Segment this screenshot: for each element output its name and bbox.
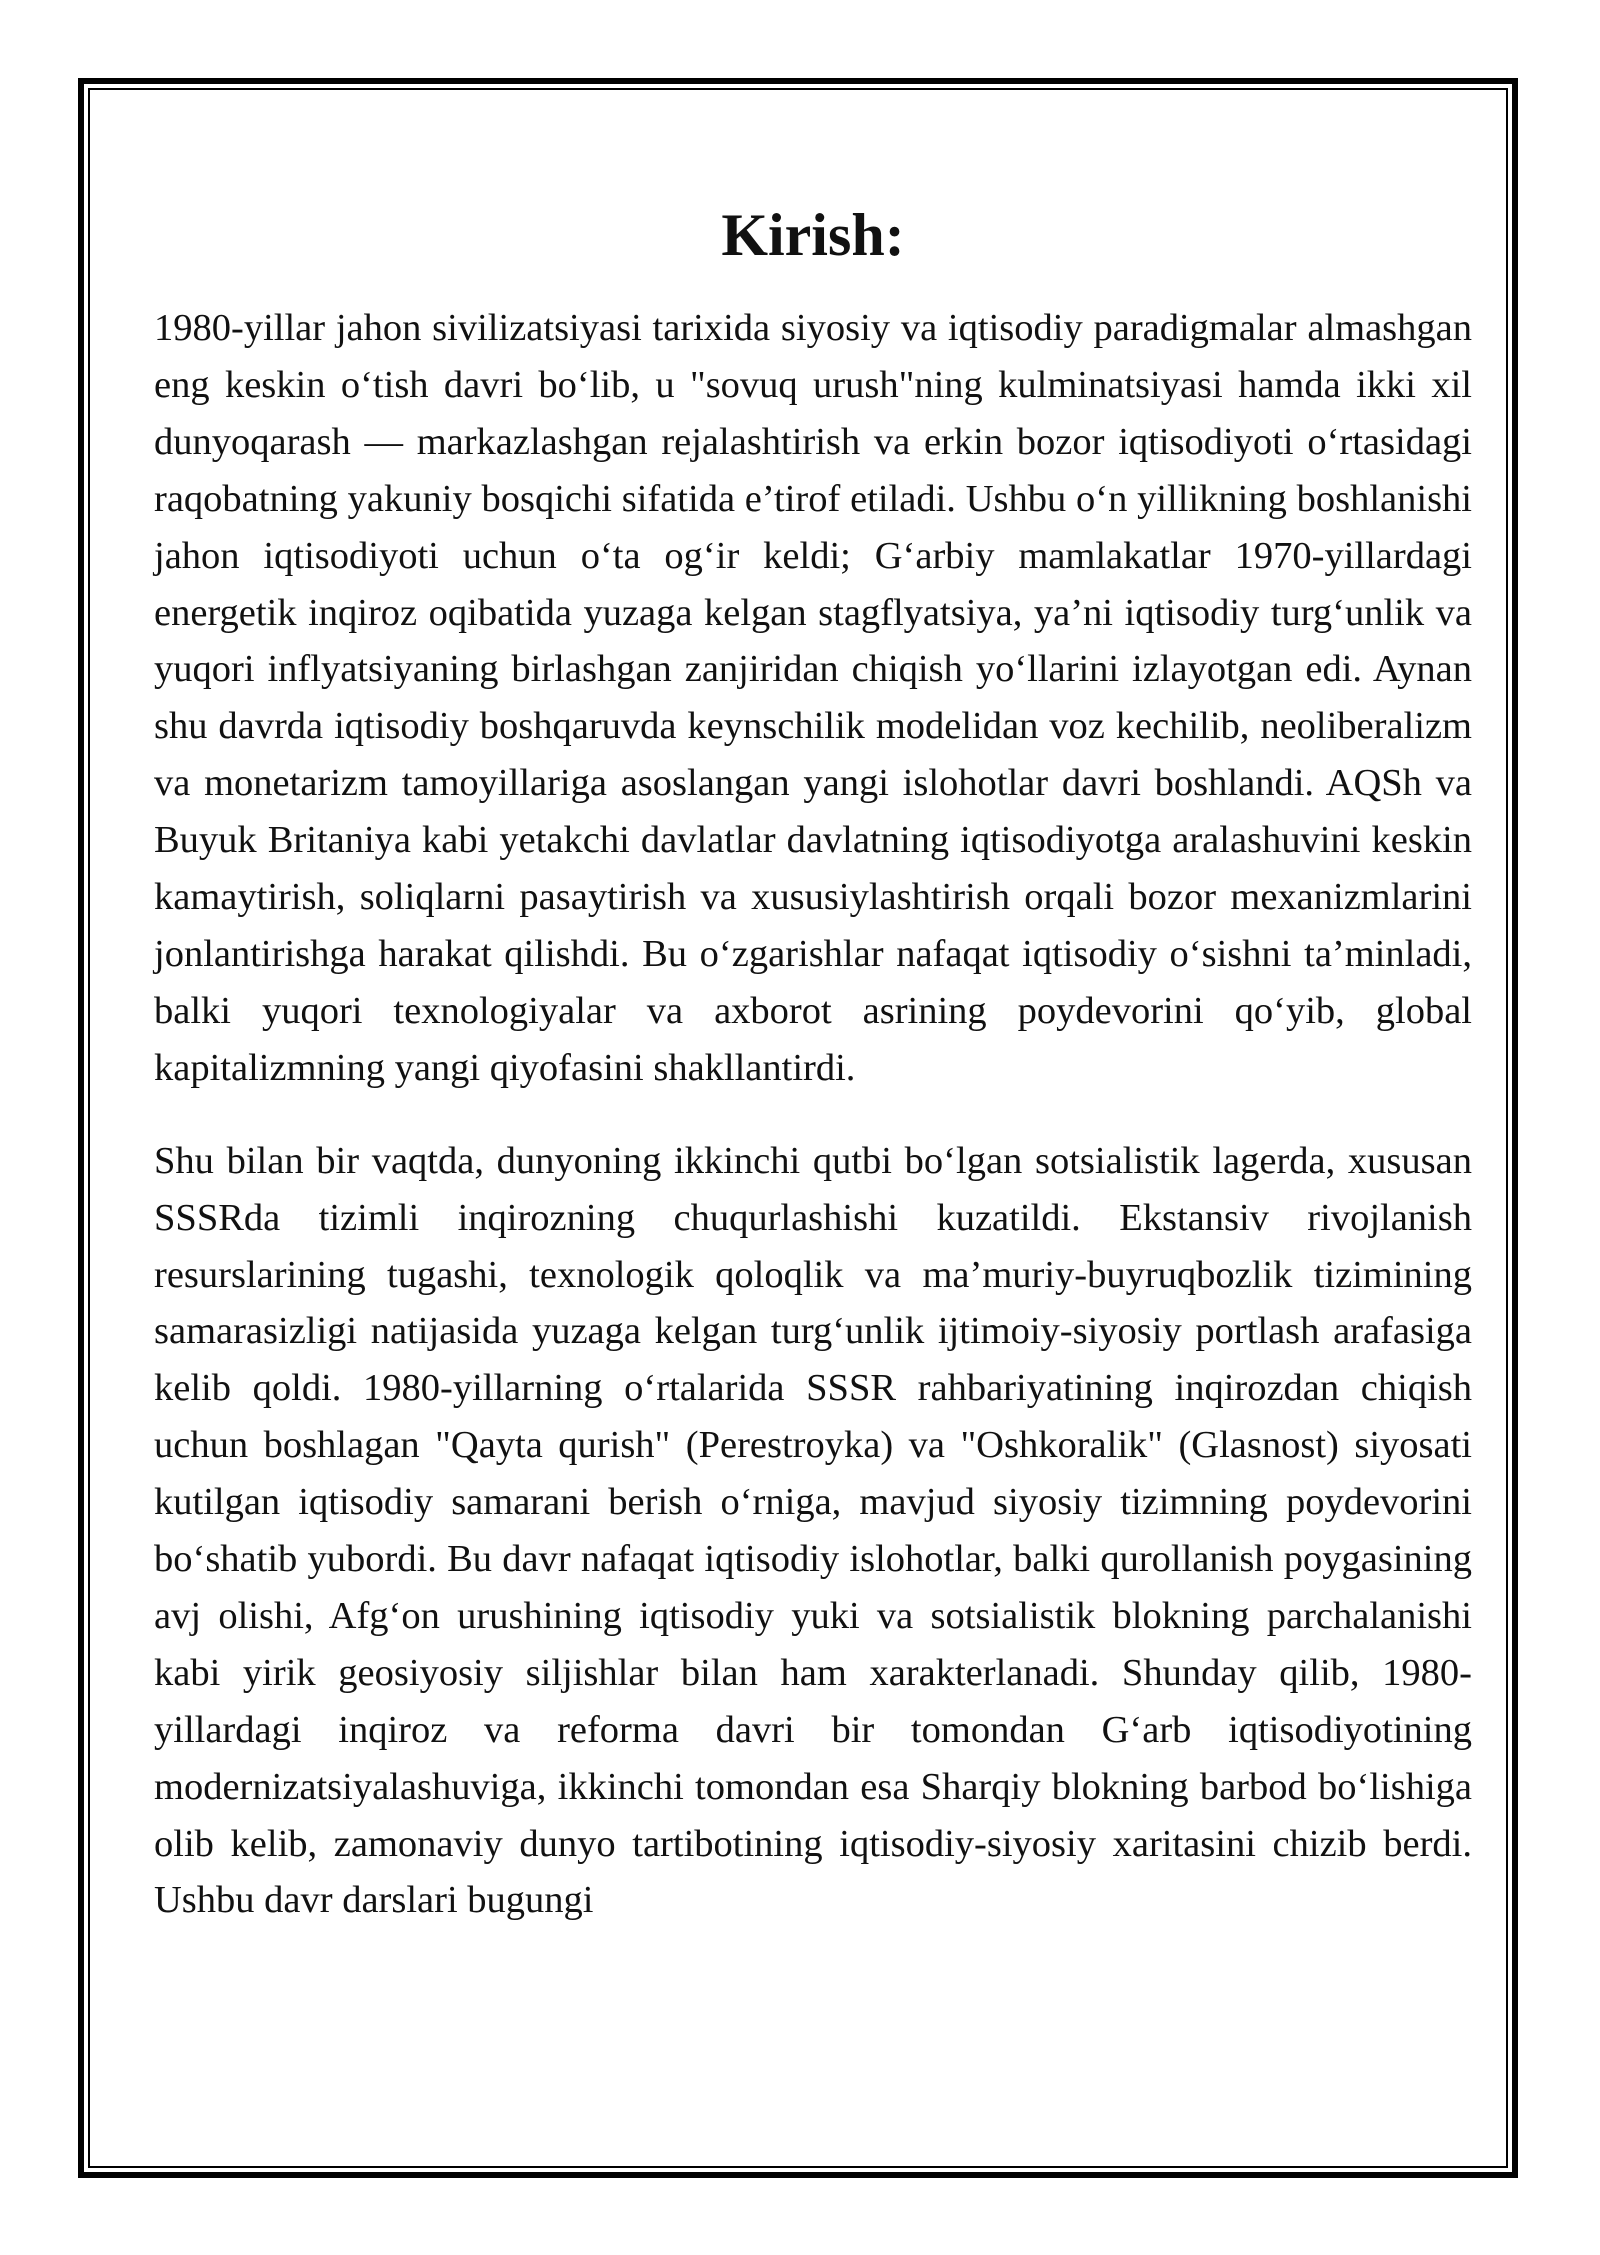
page-title: Kirish: bbox=[721, 202, 905, 268]
paragraph-2: Shu bilan bir vaqtda, dunyoning ikkinchi qutbi bo‘lgan sotsialistik lagerda, xususan SSSRda tizimli inqirozning chuqurlashishi kuzatildi. Ekstansiv rivojlanish resurslarining tugashi, texnologik qoloqlik va ma’muriy-buyruqbozlik tizimining samarasizligi natijasida yuzaga kelgan turg‘unlik ijtimoiy-siyosiy portlash arafasiga kelib qoldi. 1980-yillarning o‘rtalarida SSSR rahbariyatining inqirozdan chiqish uchun boshlagan "Qayta qurish" (Perestroyka) va "Oshkoralik" (Glasnost) siyosati kutilgan iqtisodiy samarani berish o‘rniga, mavjud siyosiy tizimning poydevorini bo‘shatib yubordi. Bu davr nafaqat iqtisodiy islohotlar, balki qurollanish poygasining avj olishi, Afg‘on urushining iqtisodiy yuki va sotsialistik blokning parchalanishi kabi yirik geosiyosiy siljishlar bilan ham xarakterlanadi. Shunday qilib, 1980-yillardagi inqiroz va reforma davri bir tomondan G‘arb iqtisodiyotining modernizatsiyalashuviga, ikkinchi tomondan esa Sharqiy blokning barbod bo‘lishiga olib kelib, zamonaviy dunyo tartibotining iqtisodiy-siyosiy xaritasini chizib berdi. Ushbu davr darslari bugungi bbox=[154, 1139, 1472, 1922]
document-body bbox=[154, 200, 1472, 1965]
paragraph-1: 1980-yillar jahon sivilizatsiyasi tarixida siyosiy va iqtisodiy paradigmalar almashgan eng keskin o‘tish davri bo‘lib, u "sovuq urush"ning kulminatsiyasi hamda ikki xil dunyoqarash — markazlashgan rejalashtirish va erkin bozor iqtisodiyoti o‘rtasidagi raqobatning yakuniy bosqichi sifatida e’tirof etiladi. Ushbu o‘n yillikning boshlanishi jahon iqtisodiyoti uchun o‘ta og‘ir keldi; G‘arbiy mamlakatlar 1970-yillardagi energetik inqiroz oqibatida yuzaga kelgan stagflyatsiya, ya’ni iqtisodiy turg‘unlik va yuqori inflyatsiyaning birlashgan zanjiridan chiqish yo‘llarini izlayotgan edi. Aynan shu davrda iqtisodiy boshqaruvda keynschilik modelidan voz kechilib, neoliberalizm va monetarizm tamoyillariga asoslangan yangi islohotlar davri boshlandi. AQSh va Buyuk Britaniya kabi yetakchi davlatlar davlatning iqtisodiyotga aralashuvini keskin kamaytirish, soliqlarni pasaytirish va xususiylashtirish orqali bozor mexanizmlarini jonlantirishga harakat qilishdi. Bu o‘zgarishlar nafaqat iqtisodiy o‘sishni ta’minladi, balki yuqori texnologiyalar va axborot asrining poydevorini qo‘yib, global kapitalizmning yangi qiyofasini shakllantirdi. bbox=[154, 307, 1472, 1089]
